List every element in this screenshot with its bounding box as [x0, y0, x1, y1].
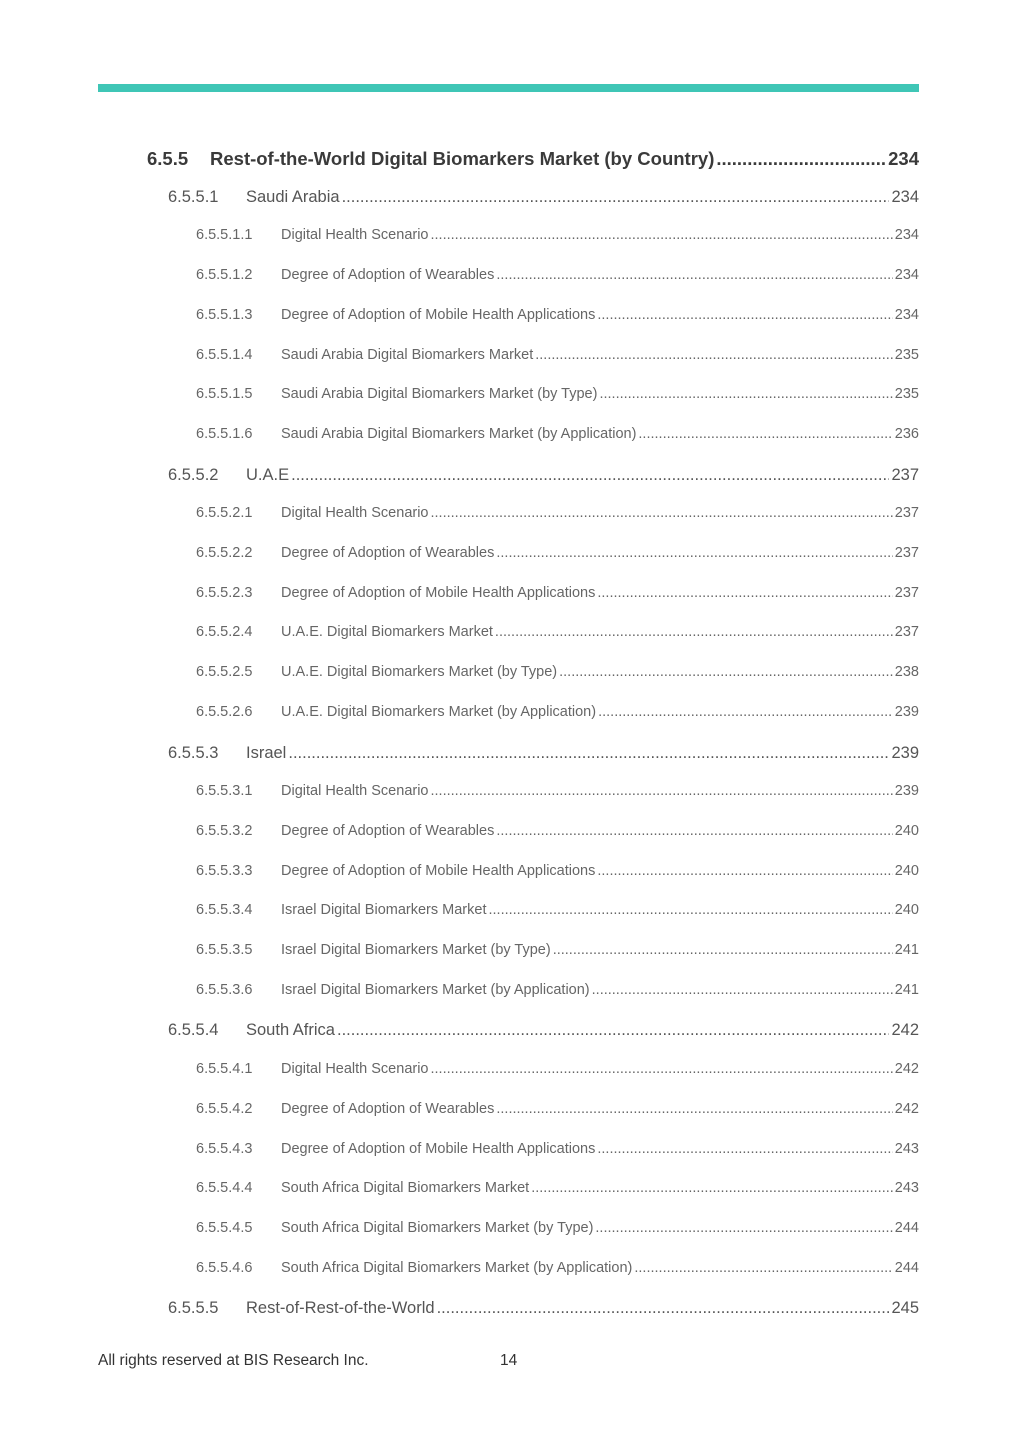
footer-copyright: All rights reserved at BIS Research Inc.: [98, 1352, 369, 1369]
toc-dot-leader: [559, 664, 893, 680]
toc-entry-title: Degree of Adoption of Wearables: [281, 267, 495, 283]
toc-entry-page-number: 237: [894, 505, 919, 521]
toc-entry-title: Israel Digital Biomarkers Market: [281, 902, 487, 918]
toc-entry-number: 6.5.5.1: [168, 188, 219, 206]
toc-entry-level-2[interactable]: [168, 188, 919, 207]
toc-entry-title: Digital Health Scenario: [281, 783, 429, 799]
toc-entry-title: Saudi Arabia Digital Biomarkers Market (by Type): [281, 386, 598, 402]
toc-entry-page-number: 235: [894, 386, 919, 402]
toc-entry-page-number: 242: [894, 1061, 919, 1077]
toc-entry-number: 6.5.5.1.4: [196, 347, 253, 363]
toc-dot-leader: [716, 148, 886, 170]
toc-entry-title: Israel Digital Biomarkers Market (by Type): [281, 942, 551, 958]
toc-entry-page-number: 237: [894, 585, 919, 601]
toc-entry-level-2[interactable]: [168, 1021, 919, 1040]
toc-entry-number: 6.5.5.3.4: [196, 902, 253, 918]
toc-entry-page-number: 243: [894, 1141, 919, 1157]
toc-entry-title: Degree of Adoption of Mobile Health Applications: [281, 307, 596, 323]
toc-dot-leader: [431, 227, 893, 243]
toc-entry-page-number: 244: [894, 1220, 919, 1236]
toc-entry-page-number: 242: [891, 1021, 919, 1039]
toc-entry-title: Saudi Arabia Digital Biomarkers Market: [281, 347, 534, 363]
toc-entry-page-number: 239: [894, 704, 919, 720]
toc-entry-title: U.A.E: [246, 466, 290, 484]
toc-entry-page-number: 243: [894, 1180, 919, 1196]
toc-dot-leader: [437, 1299, 890, 1318]
toc-dot-leader: [597, 585, 892, 601]
toc-entry-page-number: 242: [894, 1101, 919, 1117]
header-accent-bar: [98, 84, 919, 92]
toc-dot-leader: [597, 863, 892, 879]
toc-dot-leader: [595, 1220, 892, 1236]
toc-dot-leader: [597, 1141, 892, 1157]
toc-entry-level-3[interactable]: [196, 624, 919, 640]
toc-entry-title: Degree of Adoption of Wearables: [281, 545, 495, 561]
toc-dot-leader: [431, 1061, 893, 1077]
toc-entry-level-3[interactable]: [196, 783, 919, 799]
toc-entry-title: Degree of Adoption of Mobile Health Applications: [281, 1141, 596, 1157]
toc-entry-level-3[interactable]: [196, 1180, 919, 1196]
toc-dot-leader: [496, 1101, 892, 1117]
toc-entry-number: 6.5.5.2.2: [196, 545, 253, 561]
toc-entry-title: Digital Health Scenario: [281, 1061, 429, 1077]
toc-dot-leader: [496, 823, 892, 839]
toc-dot-leader: [431, 505, 893, 521]
toc-dot-leader: [496, 545, 892, 561]
toc-entry-title: U.A.E. Digital Biomarkers Market (by Type): [281, 664, 558, 680]
toc-entry-page-number: 234: [888, 148, 919, 169]
toc-entry-number: 6.5.5.2.1: [196, 505, 253, 521]
toc-entry-title: U.A.E. Digital Biomarkers Market (by Application): [281, 704, 597, 720]
toc-entry-page-number: 241: [894, 942, 919, 958]
toc-entry-number: 6.5.5.4.5: [196, 1220, 253, 1236]
toc-dot-leader: [431, 783, 893, 799]
toc-entry-level-3[interactable]: [196, 426, 919, 442]
footer-page-number: 14: [500, 1352, 518, 1369]
toc-entry-title: Digital Health Scenario: [281, 227, 429, 243]
toc-entry-title: Israel: [246, 744, 287, 762]
toc-entry-page-number: 240: [894, 863, 919, 879]
toc-entry-number: 6.5.5.3.3: [196, 863, 253, 879]
toc-entry-page-number: 234: [891, 188, 919, 206]
toc-entry-title: South Africa Digital Biomarkers Market (by Type): [281, 1220, 594, 1236]
toc-entry-page-number: 245: [891, 1299, 919, 1317]
toc-entry-level-3[interactable]: [196, 664, 919, 680]
toc-entry-page-number: 241: [894, 982, 919, 998]
toc-entry-title: South Africa Digital Biomarkers Market (by Application): [281, 1260, 633, 1276]
toc-entry-number: 6.5.5.2.6: [196, 704, 253, 720]
toc-entry-number: 6.5.5.1.5: [196, 386, 253, 402]
toc-dot-leader: [342, 188, 890, 207]
toc-dot-leader: [291, 466, 889, 485]
toc-entry-title: Rest-of-the-World Digital Biomarkers Market (by Country): [210, 148, 715, 169]
toc-entry-level-3[interactable]: [196, 227, 919, 243]
toc-entry-number: 6.5.5.1.6: [196, 426, 253, 442]
toc-entry-level-3[interactable]: [196, 386, 919, 402]
toc-entry-number: 6.5.5.3.5: [196, 942, 253, 958]
toc-entry-title: South Africa Digital Biomarkers Market: [281, 1180, 530, 1196]
toc-entry-title: Degree of Adoption of Mobile Health Applications: [281, 863, 596, 879]
toc-entry-page-number: 235: [894, 347, 919, 363]
toc-entry-title: Saudi Arabia: [246, 188, 340, 206]
toc-entry-number: 6.5.5: [147, 148, 189, 169]
toc-entry-number: 6.5.5.2: [168, 466, 219, 484]
toc-dot-leader: [598, 704, 893, 720]
toc-entry-title: Rest-of-Rest-of-the-World: [246, 1299, 435, 1317]
toc-entry-page-number: 239: [894, 783, 919, 799]
toc-entry-page-number: 237: [894, 624, 919, 640]
toc-entry-title: Degree of Adoption of Mobile Health Applications: [281, 585, 596, 601]
toc-entry-level-3[interactable]: [196, 307, 919, 323]
toc-entry-title: U.A.E. Digital Biomarkers Market: [281, 624, 493, 640]
toc-entry-page-number: 237: [894, 545, 919, 561]
toc-entry-level-3[interactable]: [196, 1061, 919, 1077]
toc-entry-page-number: 240: [894, 823, 919, 839]
toc-dot-leader: [337, 1021, 889, 1040]
toc-entry-page-number: 240: [894, 902, 919, 918]
toc-entry-level-3[interactable]: [196, 1101, 919, 1117]
toc-entry-number: 6.5.5.4.4: [196, 1180, 253, 1196]
toc-entry-level-3[interactable]: [196, 585, 919, 601]
toc-entry-page-number: 238: [894, 664, 919, 680]
toc-dot-leader: [535, 347, 893, 363]
toc-entry-number: 6.5.5.2.5: [196, 664, 253, 680]
toc-entry-level-3[interactable]: [196, 823, 919, 839]
toc-dot-leader: [488, 902, 892, 918]
toc-entry-number: 6.5.5.2.4: [196, 624, 253, 640]
toc-entry-page-number: 239: [891, 744, 919, 762]
toc-entry-number: 6.5.5.3.1: [196, 783, 253, 799]
toc-entry-level-3[interactable]: [196, 982, 919, 998]
toc-entry-level-3[interactable]: [196, 863, 919, 879]
toc-entry-level-3[interactable]: [196, 942, 919, 958]
toc-entry-title: Digital Health Scenario: [281, 505, 429, 521]
toc-dot-leader: [495, 624, 893, 640]
toc-entry-title: South Africa: [246, 1021, 335, 1039]
toc-entry-number: 6.5.5.1.3: [196, 307, 253, 323]
toc-entry-level-3[interactable]: [196, 545, 919, 561]
toc-entry-number: 6.5.5.3: [168, 744, 219, 762]
toc-dot-leader: [496, 267, 892, 283]
toc-entry-number: 6.5.5.1.1: [196, 227, 253, 243]
toc-entry-page-number: 234: [894, 267, 919, 283]
toc-dot-leader: [288, 744, 889, 763]
toc-dot-leader: [592, 982, 893, 998]
toc-entry-title: Saudi Arabia Digital Biomarkers Market (by Application): [281, 426, 637, 442]
toc-dot-leader: [531, 1180, 893, 1196]
toc-entry-level-1[interactable]: [147, 148, 919, 170]
toc-dot-leader: [597, 307, 892, 323]
toc-entry-number: 6.5.5.4.1: [196, 1061, 253, 1077]
toc-entry-level-3[interactable]: [196, 1220, 919, 1236]
toc-entry-level-3[interactable]: [196, 1260, 919, 1276]
toc-entry-number: 6.5.5.2.3: [196, 585, 253, 601]
toc-entry-number: 6.5.5.4: [168, 1021, 219, 1039]
toc-dot-leader: [638, 426, 892, 442]
toc-entry-level-3[interactable]: [196, 704, 919, 720]
toc-entry-number: 6.5.5.3.6: [196, 982, 253, 998]
toc-entry-page-number: 234: [894, 307, 919, 323]
toc-entry-level-3[interactable]: [196, 267, 919, 283]
toc-entry-level-2[interactable]: [168, 1299, 919, 1318]
toc-dot-leader: [553, 942, 893, 958]
toc-entry-level-2[interactable]: [168, 466, 919, 485]
toc-entry-title: Degree of Adoption of Wearables: [281, 1101, 495, 1117]
toc-entry-page-number: 244: [894, 1260, 919, 1276]
toc-dot-leader: [599, 386, 892, 402]
toc-entry-level-3[interactable]: [196, 1141, 919, 1157]
toc-entry-level-2[interactable]: [168, 744, 919, 763]
toc-entry-number: 6.5.5.5: [168, 1299, 219, 1317]
toc-entry-page-number: 236: [894, 426, 919, 442]
toc-entry-number: 6.5.5.4.3: [196, 1141, 253, 1157]
toc-entry-level-3[interactable]: [196, 902, 919, 918]
toc-entry-page-number: 237: [891, 466, 919, 484]
toc-entry-number: 6.5.5.3.2: [196, 823, 253, 839]
toc-entry-number: 6.5.5.4.6: [196, 1260, 253, 1276]
toc-entry-level-3[interactable]: [196, 347, 919, 363]
toc-entry-level-3[interactable]: [196, 505, 919, 521]
toc-entry-number: 6.5.5.4.2: [196, 1101, 253, 1117]
toc-entry-number: 6.5.5.1.2: [196, 267, 253, 283]
toc-entry-page-number: 234: [894, 227, 919, 243]
toc-entry-title: Israel Digital Biomarkers Market (by Application): [281, 982, 590, 998]
toc-entry-title: Degree of Adoption of Wearables: [281, 823, 495, 839]
toc-dot-leader: [634, 1260, 892, 1276]
